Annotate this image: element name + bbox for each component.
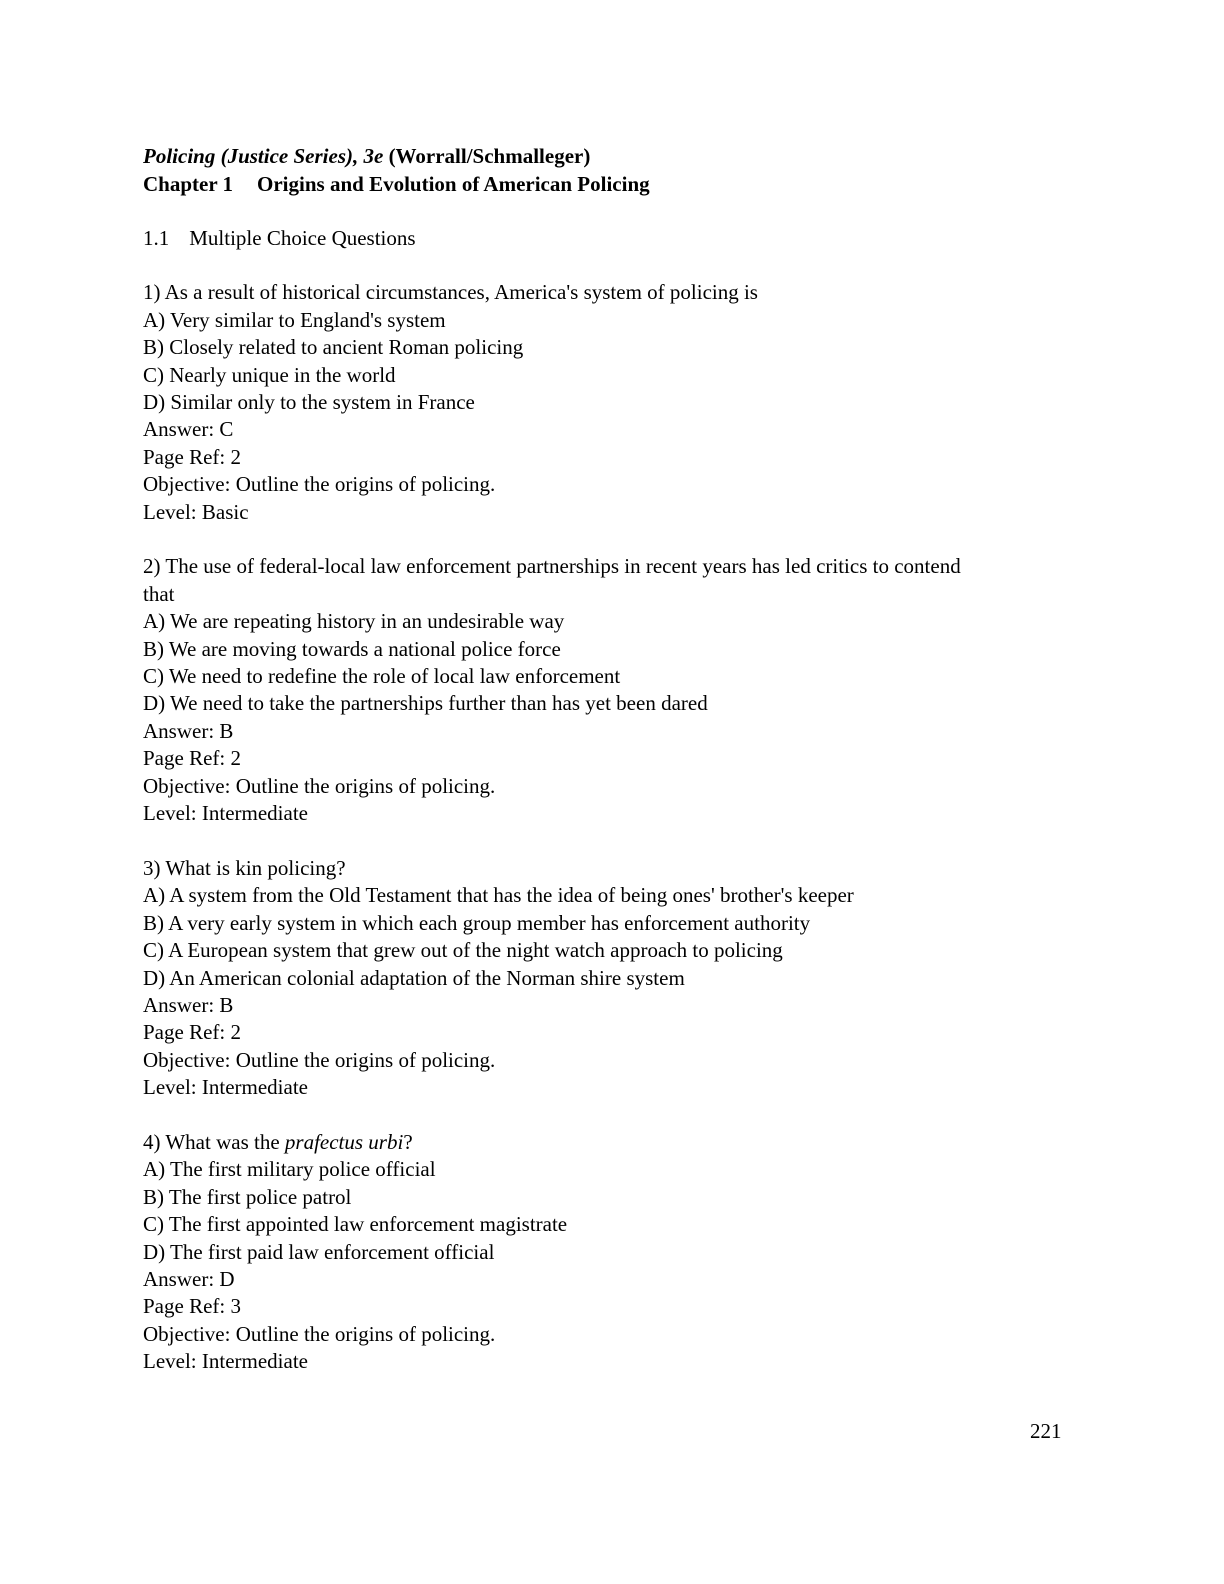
question-stem-text: 3) What is kin policing?: [143, 855, 346, 880]
learning-objective: Objective: Outline the origins of policing.: [143, 472, 496, 497]
page-reference: Page Ref: 2: [143, 746, 241, 771]
question-block: [143, 1129, 1083, 1376]
page-reference: Page Ref: 2: [143, 1020, 241, 1045]
section-number: 1.1: [143, 226, 170, 250]
answer-option: B) A very early system in which each group member has enforcement authority: [143, 910, 811, 935]
difficulty-level: Level: Intermediate: [143, 801, 308, 826]
difficulty-level: Level: Basic: [143, 499, 249, 524]
answer-option: D) An American colonial adaptation of the Norman shire system: [143, 965, 685, 990]
difficulty-level: Level: Intermediate: [143, 1075, 308, 1100]
answer-option: C) A European system that grew out of the night watch approach to policing: [143, 938, 783, 963]
book-title-line: [143, 142, 1083, 170]
page-reference: Page Ref: 2: [143, 444, 241, 469]
learning-objective: Objective: Outline the origins of policing.: [143, 773, 496, 798]
difficulty-level: Level: Intermediate: [143, 1349, 308, 1374]
question-stem: [143, 279, 1083, 306]
question-block: [143, 553, 1083, 827]
answer-option: C) We need to redefine the role of local law enforcement: [143, 664, 621, 689]
answer-option: C) Nearly unique in the world: [143, 362, 396, 387]
question-list: [143, 279, 1083, 1375]
question-stem-text: 4) What was the: [143, 1129, 285, 1154]
page-number: 221: [1030, 1419, 1062, 1443]
answer-option: A) Very similar to England's system: [143, 307, 446, 332]
question-stem-text: 2) The use of federal-local law enforcement partnerships in recent years has led critics to contend: [143, 554, 961, 579]
question-block: [143, 279, 1083, 526]
chapter-title-line: [143, 170, 1083, 198]
answer-option: D) Similar only to the system in France: [143, 390, 475, 415]
question-block: [143, 855, 1083, 1102]
page-reference: Page Ref: 3: [143, 1294, 241, 1319]
section-title: Multiple Choice Questions: [189, 226, 416, 250]
answer-option: B) We are moving towards a national police force: [143, 636, 561, 661]
document-body: [143, 142, 1083, 1376]
question-stem-suffix: ?: [403, 1129, 413, 1154]
answer-option: A) The first military police official: [143, 1157, 436, 1182]
answer-option: A) A system from the Old Testament that has the idea of being ones' brother's keeper: [143, 883, 854, 908]
answer-option: C) The first appointed law enforcement magistrate: [143, 1212, 568, 1237]
answer-option: D) The first paid law enforcement official: [143, 1239, 495, 1264]
learning-objective: Objective: Outline the origins of policing.: [143, 1047, 496, 1072]
book-title: Policing (Justice Series), 3e: [143, 144, 384, 168]
answer-key: Answer: C: [143, 417, 234, 442]
book-authors: (Worrall/Schmalleger): [388, 144, 591, 168]
question-stem: [143, 553, 1083, 580]
learning-objective: Objective: Outline the origins of policing.: [143, 1321, 496, 1346]
chapter-title: Origins and Evolution of American Policing: [257, 172, 650, 196]
question-stem: [143, 855, 1083, 882]
answer-key: Answer: B: [143, 992, 234, 1017]
answer-option: B) The first police patrol: [143, 1184, 352, 1209]
answer-option: B) Closely related to ancient Roman policing: [143, 335, 524, 360]
question-stem-continuation: that: [143, 581, 175, 606]
section-heading: [143, 225, 1083, 252]
answer-option: D) We need to take the partnerships further than has yet been dared: [143, 691, 708, 716]
question-stem-italic-term: prafectus urbi: [284, 1129, 404, 1154]
chapter-label: Chapter 1: [143, 172, 234, 196]
answer-option: A) We are repeating history in an undesirable way: [143, 609, 565, 634]
question-stem-text: 1) As a result of historical circumstances, America's system of policing is: [143, 280, 758, 305]
answer-key: Answer: D: [143, 1266, 235, 1291]
question-stem: [143, 1129, 1083, 1156]
answer-key: Answer: B: [143, 718, 234, 743]
